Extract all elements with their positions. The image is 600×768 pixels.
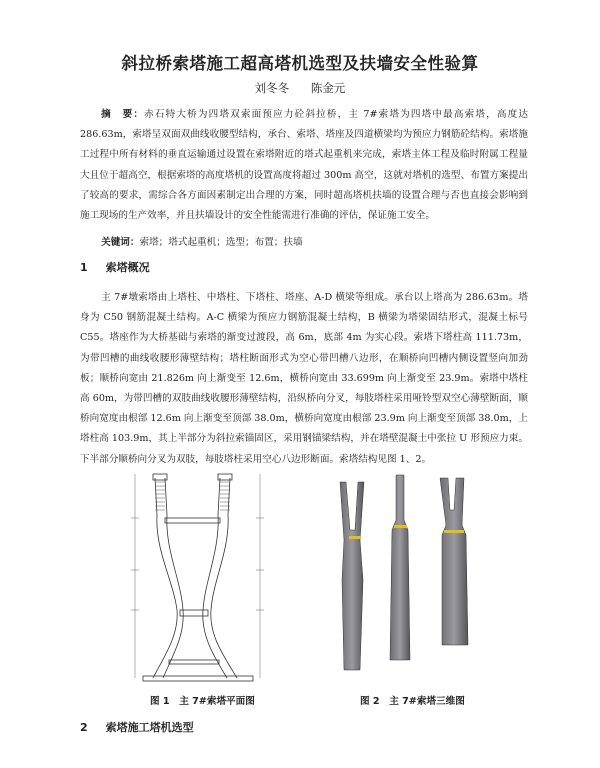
section-1-number: 1	[80, 261, 88, 274]
author-1: 刘冬冬	[254, 81, 290, 95]
section-1-heading	[80, 259, 150, 275]
keywords-label: 关键词：	[101, 237, 140, 248]
section-2-number: 2	[80, 721, 88, 734]
section-2-title: 索塔施工塔机选型	[105, 721, 194, 734]
authors	[0, 80, 600, 96]
figure-1-elevation-drawing	[125, 470, 270, 685]
section-2-heading	[80, 719, 194, 735]
abstract	[80, 105, 528, 226]
author-2: 陈金元	[310, 81, 346, 95]
abstract-label: 摘 要：	[101, 109, 145, 120]
section-1-title: 索塔概况	[105, 261, 150, 274]
keywords-text: 索塔；塔式起重机；选型；布置；扶墙	[139, 237, 303, 248]
keywords	[80, 233, 528, 253]
figure-1-caption: 图 1 主 7#索塔平面图	[150, 696, 255, 707]
paper-title: 斜拉桥索塔施工超高塔机选型及扶墙安全性验算	[121, 54, 479, 73]
figure-2-3d-renderings	[330, 470, 480, 685]
abstract-text: 赤石特大桥为四塔双索面预应力砼斜拉桥，主 7#索塔为四塔中最高索塔，高度达 286.63m，索塔呈双面双曲线收腰型结构，承台、索塔、塔座及四道横梁均为预应力钢筋砼结构。索塔施工过程中所有材料的垂直运输通过设置在索塔附近的塔式起重机来完成，索塔主体工程及临时附属工程量大且位于超高空，根据索塔的高度塔机的设置高度将超过 300m 高空，这就对塔机的选型、布置方案提出了较高的要求，需综合各方面因素制定出合理的方案，同时超高塔机扶墙的设置合理与否也直接会影响到施工现场的生产效率，并且扶墙设计的安全性能需进行准确的评估，保证施工安全。	[80, 109, 529, 222]
section-1-body: 主 7#墩索塔由上塔柱、中塔柱、下塔柱、塔座、A-D 横梁等组成。承台以上塔高为 286.63m。塔身为 C50 钢筋混凝土结构。A-C 横梁为预应力钢筋混凝土结构，B 横梁为塔梁固结形式，混凝土标号 C55。塔座作为大桥基础与索塔的渐变过渡段，高 6m，底部 4m 为实心段。索塔下塔柱高 111.73m，为带凹槽的曲线收腰形薄壁结构；塔柱断面形式为空心带凹槽八边形，在顺桥向凹槽内侧设置竖向加劲板；顺桥向宽由 21.826m 向上渐变至 12.6m，横桥向宽由 33.699m 向上渐变至 23.9m。索塔中塔柱高 60m，为带凹槽的双肢曲线收腰形薄壁结构，沿纵桥向分叉，每肢塔柱采用哑铃型双空心薄壁断面，顺桥向宽度由根部 12.6m 向上渐变至顶部 38.0m，横桥向宽度由根部 23.9m 向上渐变至顶部 38.0m，上塔柱高 103.9m，其上半部分为斜拉索锚固区，采用钢锚梁结构，并在塔壁混凝土中张拉 U 形预应力束。下半部分顺桥向分叉为双肢，每肢塔柱采用空心八边形断面。索塔结构见图 1、2。	[80, 292, 528, 465]
figure-2-caption: 图 2 主 7#索塔三维图	[360, 696, 465, 707]
